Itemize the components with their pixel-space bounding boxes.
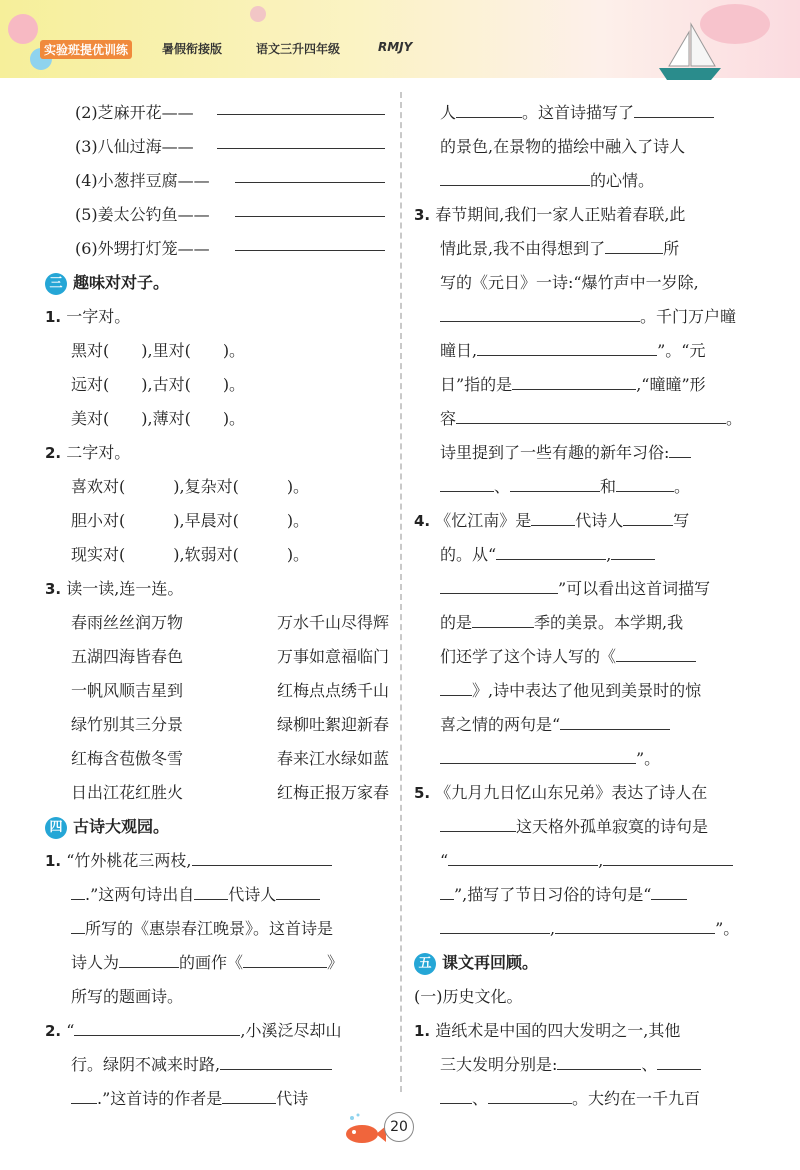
answer-blank[interactable] (616, 473, 674, 492)
xiehouyu-item (45, 164, 390, 198)
question-text: 的画作《 (179, 953, 244, 972)
section-title: 古诗大观园。 (73, 817, 170, 836)
answer-blank[interactable] (235, 164, 385, 183)
answer-blank[interactable] (243, 949, 327, 968)
question-text: 》 (327, 953, 344, 972)
question-text: 的心情。 (590, 171, 655, 190)
poem-question (414, 164, 759, 198)
question-number: 5. (414, 784, 431, 802)
question-text: 情此景,我不由得想到了 (440, 239, 606, 258)
answer-blank[interactable] (440, 473, 494, 492)
question-text: ,小溪泛尽却山 (240, 1021, 342, 1040)
poem-question (45, 1014, 390, 1048)
question-text: , (598, 851, 604, 870)
brand-label: 实验班提优训练 (40, 40, 132, 59)
section-title: 趣味对对子。 (73, 273, 170, 292)
question-text: 日”指的是 (440, 375, 513, 394)
item-text: (3)八仙过海—— (75, 137, 194, 156)
answer-blank[interactable] (531, 507, 575, 526)
answer-blank[interactable] (440, 813, 516, 832)
question-text: 。 (674, 477, 691, 496)
xiehouyu-item (45, 232, 390, 266)
answer-blank[interactable] (440, 303, 640, 322)
left-column (45, 96, 390, 1116)
question-text: 人 (440, 103, 457, 122)
question-text: 一字对。 (66, 307, 131, 326)
answer-blank[interactable] (276, 881, 320, 900)
poem-question (414, 742, 759, 776)
answer-blank[interactable] (440, 575, 558, 594)
poem-question (414, 402, 759, 436)
question-text: “竹外桃花三两枝, (66, 851, 192, 870)
answer-blank[interactable] (512, 371, 636, 390)
question-text: 容 (440, 409, 457, 428)
question-text: 所 (663, 239, 680, 258)
subsection-title: (一)历史文化。 (414, 987, 523, 1006)
answer-blank[interactable] (669, 439, 691, 458)
question-text: 。千门万户曈 (640, 307, 737, 326)
poem-question (414, 538, 759, 572)
section-badge: 三 (45, 273, 67, 295)
question-text: 们还学了这个诗人写的《 (440, 647, 617, 666)
item-text: (5)姜太公钓鱼—— (75, 205, 210, 224)
poem-question (414, 776, 759, 810)
question-text: 三大发明分别是: (440, 1055, 558, 1074)
section-title: 课文再回顾。 (442, 953, 539, 972)
page-number: 20 (384, 1112, 414, 1142)
edition-label: 暑假衔接版 (162, 42, 223, 56)
question-text: ”。 (636, 749, 661, 768)
xiehouyu-item (45, 130, 390, 164)
poem-question (45, 1082, 390, 1116)
poem-question (414, 470, 759, 504)
answer-blank[interactable] (623, 507, 673, 526)
answer-blank[interactable] (456, 99, 522, 118)
answer-blank[interactable] (557, 1051, 641, 1070)
question-text: 二字对。 (66, 443, 131, 462)
subject-label: 语文三升四年级 (256, 42, 341, 56)
pair-row[interactable]: 美对( ),薄对( )。 (71, 409, 246, 428)
question-text: 、 (494, 477, 511, 496)
poem-question (414, 708, 759, 742)
answer-blank[interactable] (71, 1085, 97, 1104)
couplet-row (45, 606, 389, 640)
answer-blank[interactable] (235, 232, 385, 251)
answer-blank[interactable] (440, 745, 636, 764)
answer-blank[interactable] (235, 198, 385, 217)
answer-blank[interactable] (71, 881, 85, 900)
question-text: 曈日, (440, 341, 478, 360)
section-heading (45, 266, 390, 300)
fish-icon (340, 1112, 388, 1148)
answer-blank[interactable] (657, 1051, 701, 1070)
question-number: 3. (414, 206, 431, 224)
answer-blank[interactable] (71, 915, 85, 934)
question-text: 代诗人 (575, 511, 624, 530)
poem-question (414, 844, 759, 878)
answer-blank[interactable] (440, 915, 550, 934)
question-text: , (606, 545, 612, 564)
question-text: “ (440, 851, 449, 870)
answer-blank[interactable] (448, 847, 598, 866)
question-text: 行。绿阴不减来时路, (71, 1055, 221, 1074)
xiehouyu-item (45, 96, 390, 130)
question-number: 1. (45, 852, 62, 870)
question-text: 春节期间,我们一家人正贴着春联,此 (435, 205, 686, 224)
question-text: 、 (641, 1055, 658, 1074)
poem-question (45, 878, 390, 912)
question (414, 1048, 759, 1082)
poem-question (414, 232, 759, 266)
poem-question: 写的《元日》一诗:“爆竹声中一岁除, (440, 273, 699, 292)
sailboat-icon (655, 22, 725, 84)
poem-question (414, 504, 759, 538)
question-text: 的。从“ (440, 545, 497, 564)
section-heading (414, 946, 759, 980)
item-text: (4)小葱拌豆腐—— (75, 171, 210, 190)
answer-blank[interactable] (603, 847, 733, 866)
pair-row[interactable]: 黑对( ),里对( )。 (71, 341, 246, 360)
question-text: 。 (726, 409, 743, 428)
question-text: 《九月九日忆山东兄弟》表达了诗人在 (435, 783, 708, 802)
poem-question (414, 96, 759, 130)
question-text: 代诗人 (228, 885, 277, 904)
pair-row[interactable]: 现实对( ),软弱对( )。 (71, 545, 310, 564)
answer-blank[interactable] (440, 167, 590, 186)
answer-blank[interactable] (616, 643, 696, 662)
poem-question (414, 674, 759, 708)
publisher-label: RMJY (378, 40, 413, 54)
question-text: ”可以看出这首词描写 (558, 579, 711, 598)
question-text: 这天格外孤单寂寞的诗句是 (516, 817, 709, 836)
answer-blank[interactable] (440, 1085, 472, 1104)
couplet-left[interactable]: 春雨丝丝润万物 (71, 613, 184, 632)
section-badge: 四 (45, 817, 67, 839)
couplet-row (45, 640, 389, 674)
question-text: 喜之情的两句是“ (440, 715, 561, 734)
answer-blank[interactable] (440, 677, 472, 696)
answer-blank[interactable] (222, 1085, 276, 1104)
column-divider (400, 92, 402, 1092)
question-text: 的是 (440, 613, 473, 632)
question-text: 诗里提到了一些有趣的新年习俗: (440, 443, 670, 462)
poem-question: 的景色,在景物的描绘中融入了诗人 (440, 137, 686, 156)
answer-blank[interactable] (651, 881, 687, 900)
pair-row[interactable]: 胆小对( ),早晨对( )。 (71, 511, 310, 530)
question-text: 读一读,连一连。 (66, 579, 184, 598)
question (414, 1014, 759, 1048)
answer-blank[interactable] (496, 541, 606, 560)
question-text: .”这首诗的作者是 (97, 1089, 223, 1108)
couplet-right[interactable]: 红梅正报万家春 (276, 783, 389, 802)
question-text: 所写的《惠崇春江晚景》。这首诗是 (85, 919, 334, 938)
answer-blank[interactable] (560, 711, 670, 730)
couplet-right[interactable]: 红梅点点绣千山 (276, 681, 389, 700)
question-number: 1. (414, 1022, 431, 1040)
answer-blank[interactable] (74, 1017, 240, 1036)
question-text: “ (66, 1021, 75, 1040)
couplet-left[interactable]: 红梅含苞傲冬雪 (71, 749, 184, 768)
question-text: ”。“元 (657, 341, 706, 360)
xiehouyu-item (45, 198, 390, 232)
poem-question (414, 878, 759, 912)
question-text: ”,描写了节日习俗的诗句是“ (454, 885, 652, 904)
page-header (0, 0, 800, 78)
poem-question (414, 912, 759, 946)
answer-blank[interactable] (488, 1085, 572, 1104)
couplet-row (45, 742, 389, 776)
poem-question (414, 640, 759, 674)
question-text: , (550, 919, 556, 938)
answer-blank[interactable] (477, 337, 657, 356)
item-text: (2)芝麻开花—— (75, 103, 194, 122)
poem-question (45, 844, 390, 878)
question-text: ”。 (715, 919, 740, 938)
question-number: 1. (45, 308, 62, 326)
answer-blank[interactable] (119, 949, 179, 968)
couplet-row (45, 708, 389, 742)
poem-question (414, 606, 759, 640)
question-text: 。这首诗描写了 (522, 103, 635, 122)
question-text: 代诗 (276, 1089, 309, 1108)
question-text: 、 (472, 1089, 489, 1108)
answer-blank[interactable] (192, 847, 332, 866)
poem-question (414, 368, 759, 402)
answer-blank[interactable] (456, 405, 726, 424)
answer-blank[interactable] (605, 235, 663, 254)
couplet-left[interactable]: 五湖四海皆春色 (71, 647, 184, 666)
poem-question (45, 980, 390, 1014)
question-text: 《忆江南》是 (435, 511, 532, 530)
question-number: 2. (45, 1022, 62, 1040)
couplet-left[interactable]: 日出江花红胜火 (71, 783, 184, 802)
poem-question (414, 198, 759, 232)
couplet-row (45, 776, 389, 810)
question-number: 2. (45, 444, 62, 462)
poem-question (414, 810, 759, 844)
answer-blank[interactable] (217, 130, 385, 149)
couplet-right[interactable]: 春来江水绿如蓝 (276, 749, 389, 768)
answer-blank[interactable] (510, 473, 600, 492)
question (45, 436, 390, 470)
poem-question (45, 946, 390, 980)
pair-row[interactable]: 喜欢对( ),复杂对( )。 (71, 477, 310, 496)
poem-question (414, 572, 759, 606)
answer-blank[interactable] (194, 881, 228, 900)
poem-question (414, 436, 759, 470)
question-text: 写 (673, 511, 690, 530)
question (414, 1082, 759, 1116)
poem-question (414, 334, 759, 368)
section-heading (45, 810, 390, 844)
question-text: 》,诗中表达了他见到美景时的惊 (472, 681, 702, 700)
question-text: 所写的题画诗。 (71, 987, 184, 1006)
question-text: ,“曈曈”形 (636, 375, 706, 394)
item-text: (6)外甥打灯笼—— (75, 239, 210, 258)
question-text: 诗人为 (71, 953, 120, 972)
couplet-row (45, 674, 389, 708)
couplet-right[interactable]: 万事如意福临门 (276, 647, 389, 666)
question-text: .”这两句诗出自 (85, 885, 195, 904)
section-badge: 五 (414, 953, 436, 975)
answer-blank[interactable] (611, 541, 655, 560)
answer-blank[interactable] (440, 881, 454, 900)
question-number: 4. (414, 512, 431, 530)
poem-question (45, 1048, 390, 1082)
answer-blank[interactable] (472, 609, 534, 628)
question-text: 造纸术是中国的四大发明之一,其他 (435, 1021, 681, 1040)
question-number: 3. (45, 580, 62, 598)
couplet-left[interactable]: 绿竹别其三分景 (71, 715, 184, 734)
decor-circle (8, 14, 38, 44)
question (45, 572, 390, 606)
couplet-right[interactable]: 绿柳吐絮迎新春 (276, 715, 389, 734)
couplet-right[interactable]: 万水千山尽得辉 (276, 613, 389, 632)
decor-circle (250, 6, 266, 22)
poem-question (414, 300, 759, 334)
answer-blank[interactable] (634, 99, 714, 118)
pair-row[interactable]: 远对( ),古对( )。 (71, 375, 246, 394)
question-text: 季的美景。本学期,我 (534, 613, 684, 632)
couplet-left[interactable]: 一帆风顺吉星到 (71, 681, 184, 700)
answer-blank[interactable] (220, 1051, 332, 1070)
question (45, 300, 390, 334)
answer-blank[interactable] (555, 915, 715, 934)
question-text: 和 (600, 477, 617, 496)
poem-question (45, 912, 390, 946)
answer-blank[interactable] (217, 96, 385, 115)
question-text: 。大约在一千九百 (572, 1089, 701, 1108)
right-column (414, 96, 759, 1116)
